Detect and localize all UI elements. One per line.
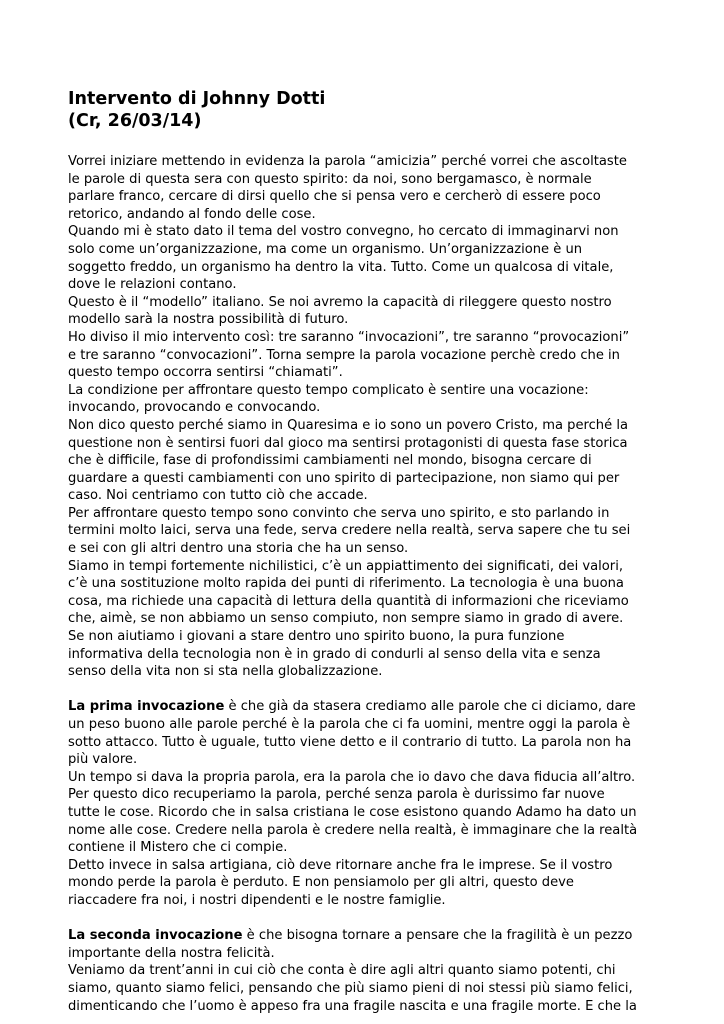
title-line-2: (Cr, 26/03/14) <box>68 111 202 131</box>
text-line: siamo, quanto siamo felici, pensando che più siamo pieni di noi stessi più siamo felici, <box>68 980 633 996</box>
text-line: dimenticando che l’uomo è appeso fra una fragile nascita e una fragile morte. E che la <box>68 998 637 1014</box>
text-line: che, aimè, se non abbiamo un senso compiuto, non sempre siamo in grado di avere. <box>68 611 624 627</box>
text-line: un peso buono alle parole perché è la parola che ci fa uomini, mentre oggi la parola è <box>68 717 631 732</box>
text-line: Detto invece in salsa artigiana, ciò deve ritornare anche fra le imprese. Se il vostro <box>68 857 613 873</box>
paragraph-intro <box>68 153 654 681</box>
text-line: Quando mi è stato dato il tema del vostro convegno, ho cercato di immaginarvi non <box>68 224 619 240</box>
text-line: Non dico questo perché siamo in Quaresima e io sono un povero Cristo, ma perché la <box>68 417 628 433</box>
text-line: invocando, provocando e convocando. <box>68 400 321 416</box>
text-line: mondo perde la parola è perduto. E non pensiamolo per gli altri, questo deve <box>68 875 574 891</box>
text-line: termini molto laici, serva una fede, serva credere nella realtà, serva sapere che tu sei <box>68 523 631 539</box>
text-line: sotto attacco. Tutto è uguale, tutto viene detto e il contrario di tutto. La parola non ha <box>68 734 632 750</box>
document-body <box>68 153 654 1015</box>
text-line: informativa della tecnologia non è in grado di condurli al senso della vita e senza <box>68 646 601 662</box>
text-line: importante della nostra felicità. <box>68 945 275 961</box>
text-line: guardare a questi cambiamenti con uno spirito di partecipazione, non siamo qui per <box>68 470 620 486</box>
text-line: Ho diviso il mio intervento così: tre saranno “invocazioni”, tre saranno “provocazioni” <box>68 329 630 345</box>
text-line <box>68 698 654 716</box>
text-line: più valore. <box>68 752 138 768</box>
paragraph-first-invocation <box>68 698 654 909</box>
text-line: caso. Noi centriamo con tutto ciò che accade. <box>68 488 368 504</box>
text-line: dove le relazioni contano. <box>68 277 237 293</box>
paragraph-spacer <box>68 681 654 699</box>
title-line-1: Intervento di Johnny Dotti <box>68 89 326 109</box>
text-line: questione non è sentirsi fuori dal gioco ma sentirsi protagonisti di questa fase storica <box>68 435 628 451</box>
text-line: nome alle cose. Credere nella parola è credere nella realtà, è immaginare che la realtà <box>68 822 638 838</box>
document-title <box>68 88 654 132</box>
paragraph-second-invocation <box>68 927 654 1015</box>
text-line: che è difficile, fase di profondissimi cambiamenti nel mondo, bisogna cercare di <box>68 453 592 469</box>
first-invocation-text: è che già da stasera crediamo alle parole che ci diciamo, dare <box>224 699 636 715</box>
text-line: retorico, andando al fondo delle cose. <box>68 206 316 222</box>
second-invocation-text: è che bisogna tornare a pensare che la fragilità è un pezzo <box>242 928 633 944</box>
second-invocation-heading: La seconda invocazione <box>68 928 243 944</box>
text-line: tutte le cose. Ricordo che in salsa cristiana le cose esistono quando Adamo ha dato un <box>68 804 637 820</box>
text-line <box>68 927 654 945</box>
text-line: modello sarà la nostra possibilità di futuro. <box>68 312 349 328</box>
text-line: Questo è il “modello” italiano. Se noi avremo la capacità di rileggere questo nostro <box>68 294 612 310</box>
paragraph-spacer <box>68 910 654 928</box>
text-line: Se non aiutiamo i giovani a stare dentro uno spirito buono, la pura funzione <box>68 629 565 645</box>
text-line: e tre saranno “convocazioni”. Torna sempre la parola vocazione perchè credo che in <box>68 347 620 363</box>
text-line: Per questo dico recuperiamo la parola, perché senza parola è durissimo far nuove <box>68 787 605 803</box>
text-line: Veniamo da trent’anni in cui ciò che conta è dire agli altri quanto siamo potenti, chi <box>68 963 616 979</box>
document-page <box>68 88 654 1015</box>
text-line: Un tempo si dava la propria parola, era la parola che io davo che dava fiducia all’altro. <box>68 769 636 785</box>
text-line: contiene il Mistero che ci compie. <box>68 840 288 856</box>
text-line: senso della vita non si sta nella globalizzazione. <box>68 664 383 680</box>
text-line: Vorrei iniziare mettendo in evidenza la parola “amicizia” perché vorrei che ascoltaste <box>68 154 627 169</box>
text-line: Siamo in tempi fortemente nichilistici, c’è un appiattimento dei significati, dei valori, <box>68 558 623 574</box>
text-line: soggetto freddo, un organismo ha dentro la vita. Tutto. Come un qualcosa di vitale, <box>68 259 614 275</box>
text-line: e sei con gli altri dentro una storia che ha un senso. <box>68 541 409 557</box>
text-line: cosa, ma richiede una capacità di lettura della quantità di informazioni che riceviamo <box>68 593 629 609</box>
first-invocation-heading: La prima invocazione <box>68 699 225 715</box>
text-line: le parole di questa sera con questo spirito: da noi, sono bergamasco, è normale <box>68 171 592 187</box>
text-line: c’è una sostituzione molto rapida dei punti di riferimento. La tecnologia è una buona <box>68 576 624 592</box>
text-line: La condizione per affrontare questo tempo complicato è sentire una vocazione: <box>68 382 589 398</box>
text-line: questo tempo occorra sentirsi “chiamati”. <box>68 365 343 381</box>
text-line: parlare franco, cercare di dirsi quello che si pensa vero e cercherò di essere poco <box>68 189 601 205</box>
text-line: riaccadere fra noi, i nostri dipendenti e le nostre famiglie. <box>68 892 446 908</box>
text-line: Per affrontare questo tempo sono convinto che serva uno spirito, e sto parlando in <box>68 505 610 521</box>
text-line: solo come un’organizzazione, ma come un organismo. Un’organizzazione è un <box>68 241 583 257</box>
